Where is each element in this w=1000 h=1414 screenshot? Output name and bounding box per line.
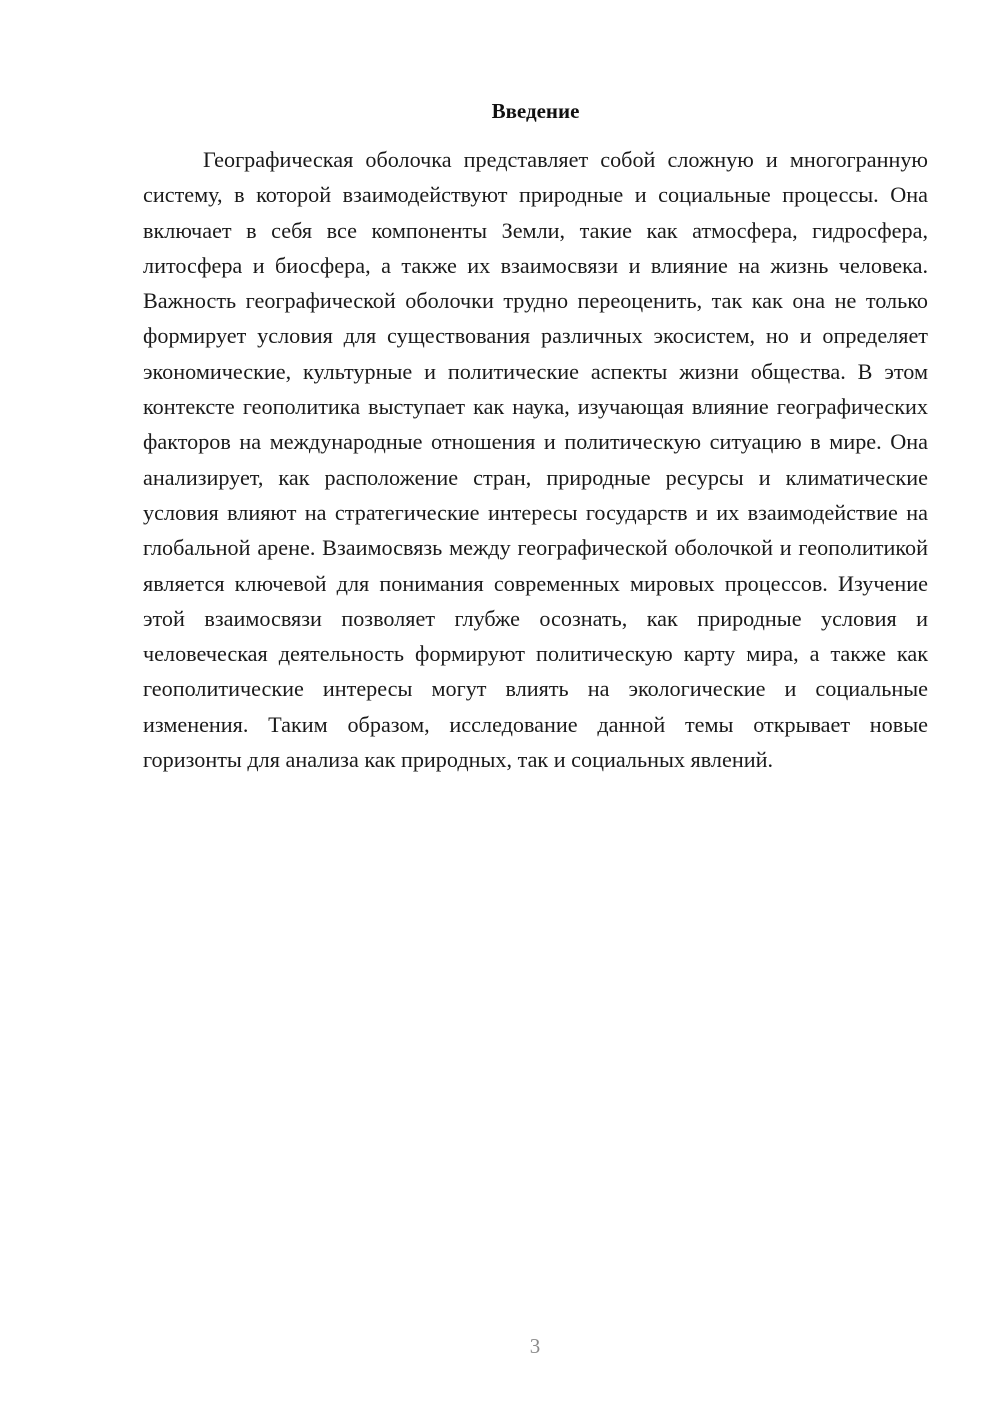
page-number: 3 xyxy=(529,1334,541,1358)
section-heading: Введение xyxy=(491,99,580,123)
body-paragraph: Географическая оболочка представляет собой сложную и многогранную систему, в которой взаимодействуют природные и социальные процессы. Она включает в себя все компоненты Земли, такие как атмосфера, гидросфера, литосфера и биосфера, а также их взаимосвязи и влияние на жизнь человека. Важность географической оболочки трудно переоценить, так как она не только формирует условия для существования различных экосистем, но и определяет экономические, культурные и политические аспекты жизни общества. В этом контексте геополитика выступает как наука, изучающая влияние географических факторов на международные отношения и политическую ситуацию в мире. Она анализирует, как расположение стран, природные ресурсы и климатические условия влияют на стратегические интересы государств и их взаимодействие на глобальной арене. Взаимосвязь между географической оболочкой и геополитикой является ключевой для понимания современных мировых процессов. Изучение этой взаимосвязи позволяет глубже осознать, как природные условия и человеческая деятельность формируют политическую карту мира, а также как геополитические интересы могут влиять на экологические и социальные изменения. Таким образом, исследование данной темы открывает новые горизонты для анализа как природных, так и социальных явлений. xyxy=(143,147,928,773)
